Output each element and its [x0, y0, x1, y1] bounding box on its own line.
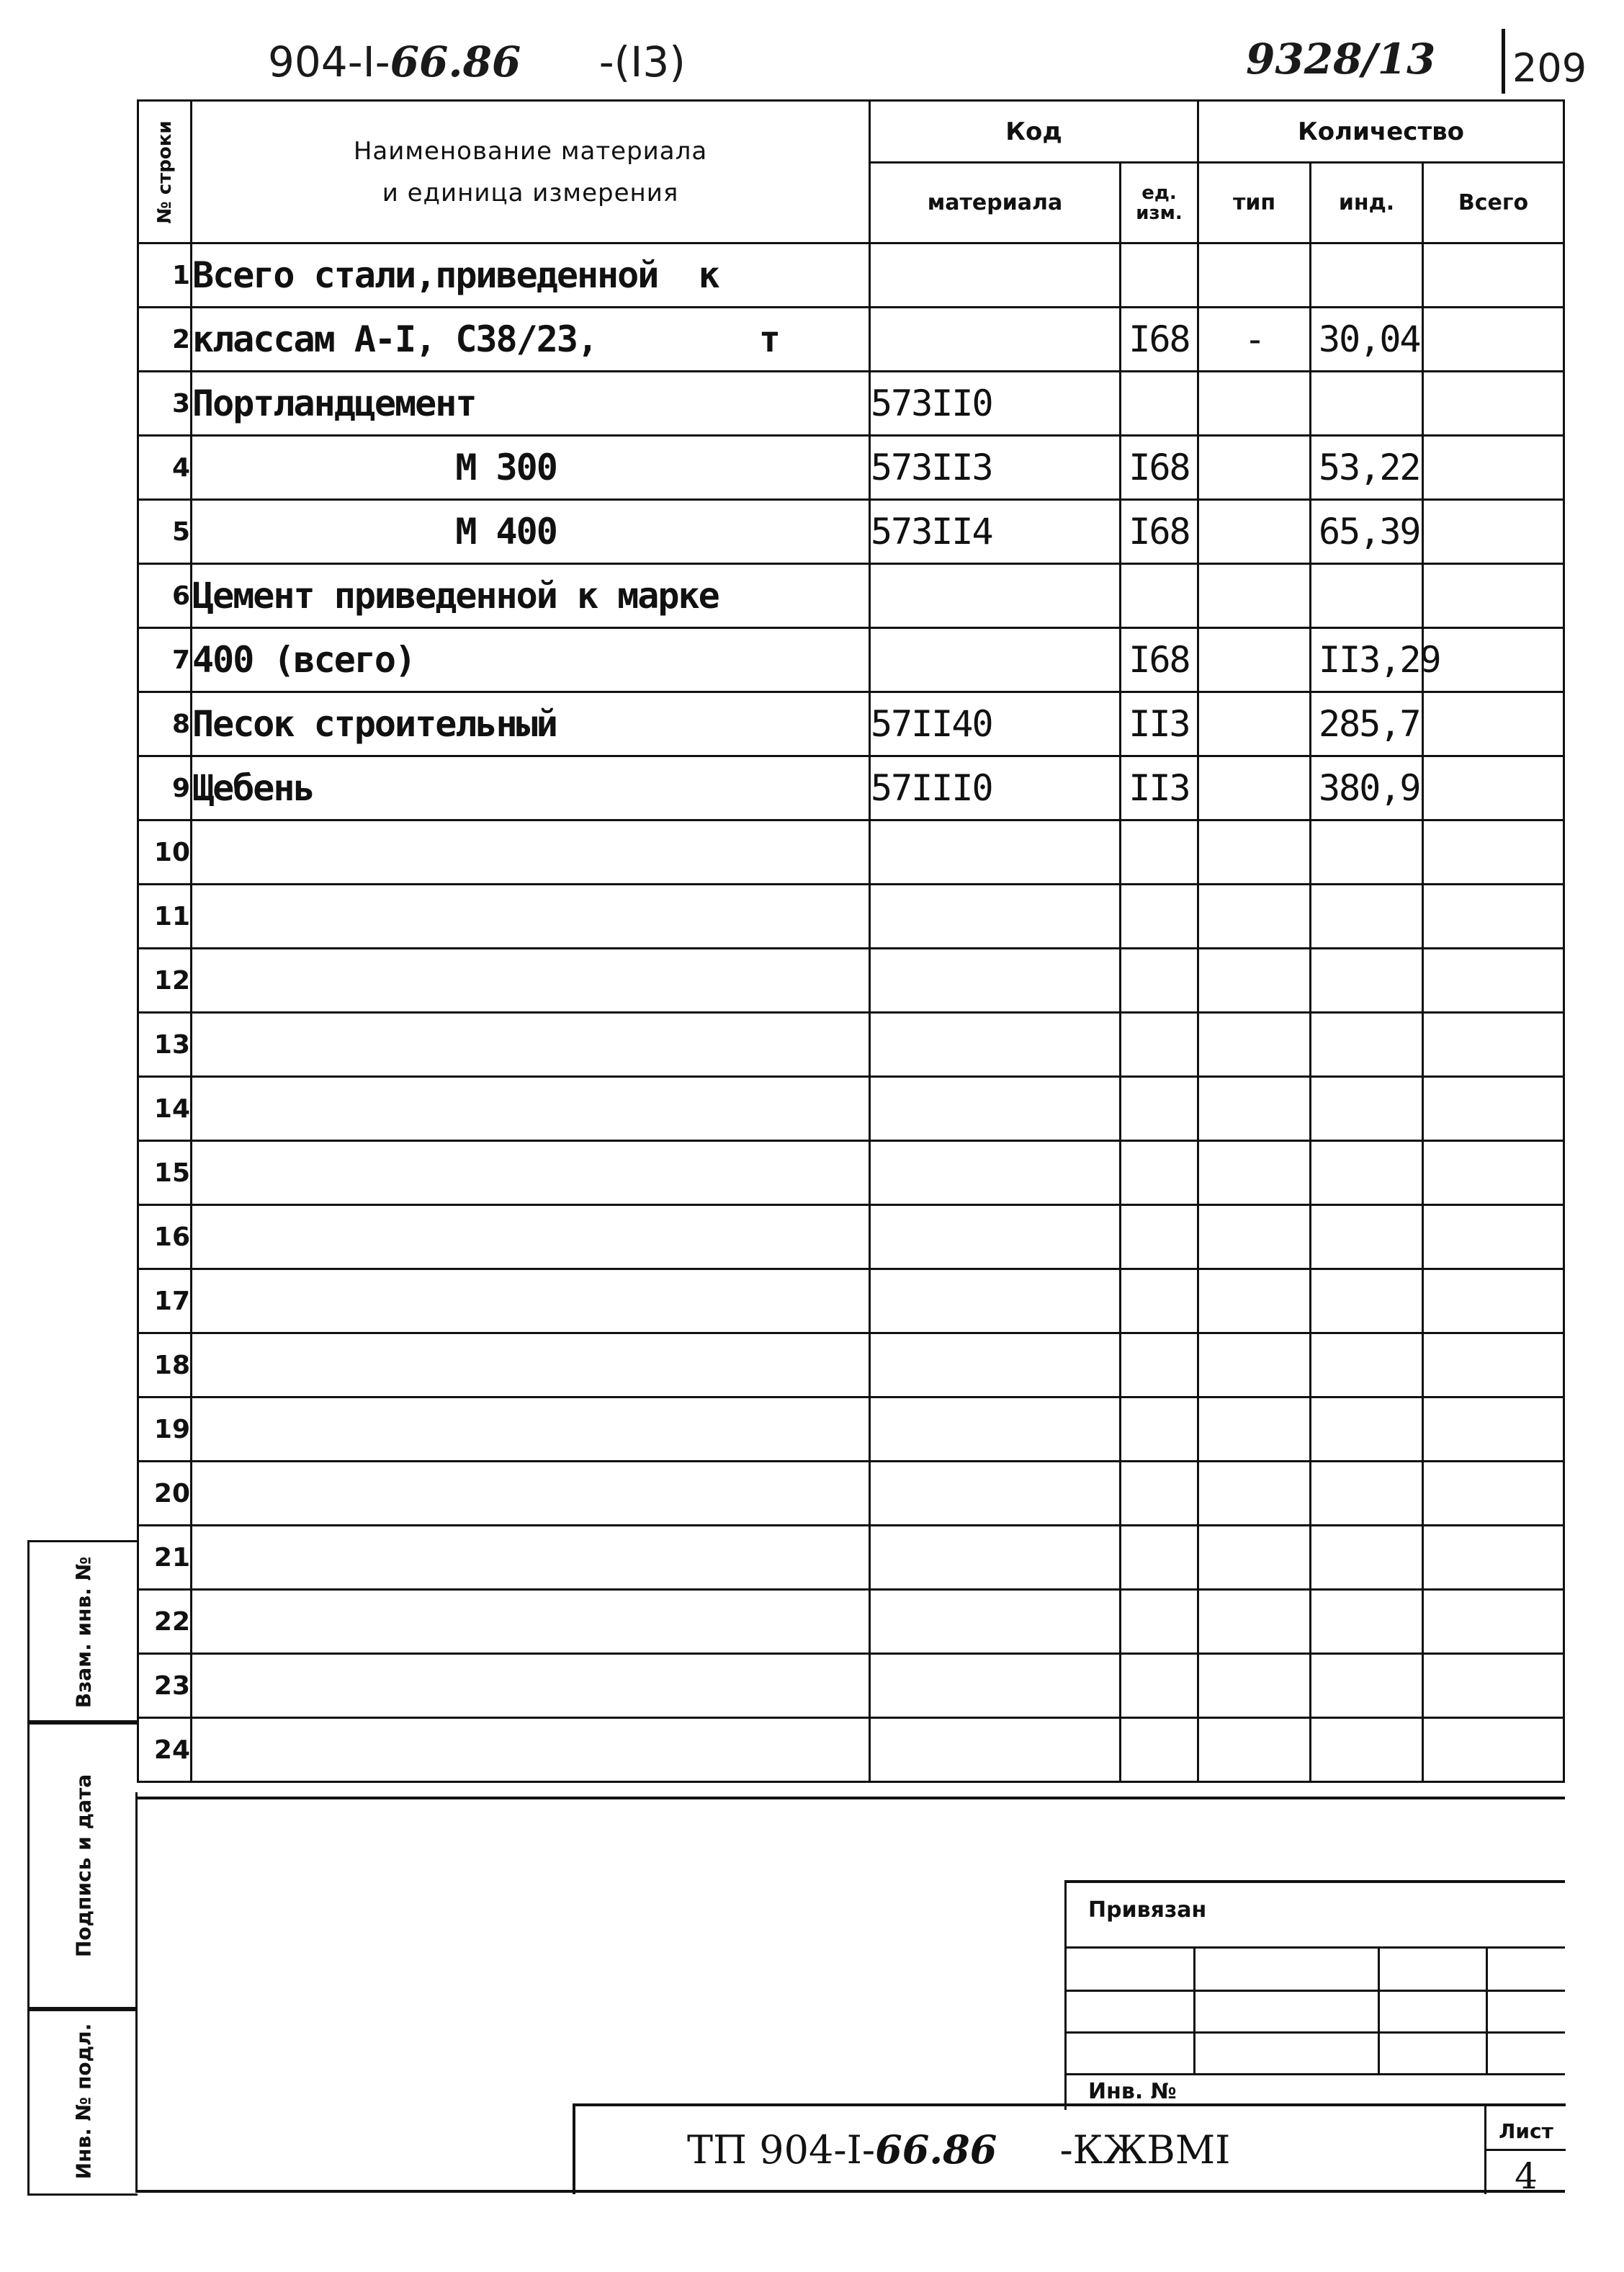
material-name — [192, 949, 870, 1013]
row-number: 16 — [138, 1205, 192, 1269]
qty-type: - — [1198, 308, 1311, 372]
qty-ind: 65,39 — [1311, 500, 1423, 564]
material-name — [192, 1333, 870, 1397]
table-row — [138, 308, 1564, 372]
qty-ind — [1311, 1526, 1423, 1590]
title-block-code: ТП 904-I-66.86 -КЖВМI — [687, 2126, 1231, 2173]
materials-table — [137, 99, 1565, 1783]
qty-total — [1423, 1269, 1564, 1333]
unit-code — [1121, 820, 1198, 885]
unit-code — [1121, 1718, 1198, 1782]
qty-type — [1198, 1333, 1311, 1397]
qty-ind — [1311, 1654, 1423, 1718]
unit-code: I68 — [1121, 308, 1198, 372]
header-material-name: Наименование материала и единица измерения — [192, 101, 870, 243]
material-name — [192, 1526, 870, 1590]
table-row — [138, 628, 1564, 692]
material-code — [870, 1205, 1121, 1269]
material-code: 573II0 — [870, 372, 1121, 436]
qty-ind — [1311, 949, 1423, 1013]
header-qty-total: Всего — [1423, 163, 1564, 243]
row-number: 14 — [138, 1077, 192, 1141]
material-code — [870, 308, 1121, 372]
header-quantity: Количество — [1198, 101, 1564, 163]
material-name — [192, 1269, 870, 1333]
frame-divider — [135, 1797, 1565, 1799]
qty-type — [1198, 692, 1311, 756]
row-number: 9 — [138, 756, 192, 820]
qty-total — [1423, 1141, 1564, 1205]
qty-ind — [1311, 1205, 1423, 1269]
table-row — [138, 1333, 1564, 1397]
qty-ind: 30,04 — [1311, 308, 1423, 372]
side-stamp-inv-podl: Инв. № подл. — [27, 2007, 138, 2196]
qty-ind — [1311, 1462, 1423, 1526]
table-row — [138, 756, 1564, 820]
material-code — [870, 1333, 1121, 1397]
row-number: 2 — [138, 308, 192, 372]
unit-code: I68 — [1121, 628, 1198, 692]
unit-code — [1121, 1333, 1198, 1397]
unit-code — [1121, 1141, 1198, 1205]
unit-code: I68 — [1121, 500, 1198, 564]
unit-code — [1121, 1590, 1198, 1654]
row-number: 3 — [138, 372, 192, 436]
stamp-privyazan-label: Привязан — [1088, 1897, 1207, 1923]
qty-ind — [1311, 885, 1423, 949]
table-row — [138, 885, 1564, 949]
qty-type — [1198, 1462, 1311, 1526]
row-number: 13 — [138, 1013, 192, 1077]
qty-total — [1423, 1462, 1564, 1526]
table-row — [138, 1590, 1564, 1654]
material-code — [870, 1141, 1121, 1205]
material-code — [870, 1013, 1121, 1077]
sheet-label: Лист — [1486, 2119, 1566, 2151]
material-name: Цемент приведенной к марке — [192, 564, 870, 628]
header-qty-ind: инд. — [1311, 163, 1423, 243]
title-block-code-handwritten: 66.86 — [875, 2126, 997, 2173]
qty-total — [1423, 1077, 1564, 1141]
document-code-handwritten: 66.86 — [390, 37, 521, 86]
qty-type — [1198, 500, 1311, 564]
material-code — [870, 1462, 1121, 1526]
qty-type — [1198, 372, 1311, 436]
qty-total — [1423, 820, 1564, 885]
qty-total — [1423, 1654, 1564, 1718]
unit-code: II3 — [1121, 756, 1198, 820]
table-row — [138, 820, 1564, 885]
qty-total — [1423, 692, 1564, 756]
material-code: 573II3 — [870, 436, 1121, 500]
material-code: 573II4 — [870, 500, 1121, 564]
table-row — [138, 1205, 1564, 1269]
table-row — [138, 1526, 1564, 1590]
qty-ind — [1311, 1013, 1423, 1077]
unit-code — [1121, 1269, 1198, 1333]
material-name — [192, 1462, 870, 1526]
material-code — [870, 1654, 1121, 1718]
material-code: 57II40 — [870, 692, 1121, 756]
material-name — [192, 1718, 870, 1782]
row-number: 6 — [138, 564, 192, 628]
qty-ind — [1311, 372, 1423, 436]
unit-code — [1121, 372, 1198, 436]
unit-code — [1121, 1654, 1198, 1718]
title-block-sheet — [1484, 2106, 1566, 2197]
material-code — [870, 628, 1121, 692]
qty-total — [1423, 885, 1564, 949]
table-row — [138, 1269, 1564, 1333]
qty-type — [1198, 885, 1311, 949]
qty-ind: 285,7 — [1311, 692, 1423, 756]
side-stamp-podpis-data: Подпись и дата — [27, 1720, 138, 2011]
table-row — [138, 1397, 1564, 1462]
qty-type — [1198, 756, 1311, 820]
material-name: Всего стали,приведенной к — [192, 243, 870, 308]
header-row-number: № строки — [138, 101, 192, 243]
qty-type — [1198, 1269, 1311, 1333]
qty-total — [1423, 1718, 1564, 1782]
qty-ind — [1311, 1141, 1423, 1205]
qty-ind — [1311, 564, 1423, 628]
material-name — [192, 1077, 870, 1141]
qty-total — [1423, 436, 1564, 500]
qty-type — [1198, 820, 1311, 885]
material-code — [870, 1718, 1121, 1782]
qty-ind — [1311, 1718, 1423, 1782]
row-number: 10 — [138, 820, 192, 885]
row-number: 19 — [138, 1397, 192, 1462]
unit-code — [1121, 243, 1198, 308]
material-name — [192, 1654, 870, 1718]
qty-total — [1423, 628, 1564, 692]
row-number: 5 — [138, 500, 192, 564]
qty-total — [1423, 1397, 1564, 1462]
header-code-unit: ед. изм. — [1121, 163, 1198, 243]
material-name — [192, 1141, 870, 1205]
material-name — [192, 1013, 870, 1077]
qty-total — [1423, 243, 1564, 308]
row-number: 17 — [138, 1269, 192, 1333]
row-number: 24 — [138, 1718, 192, 1782]
material-name: М 400 — [192, 500, 870, 564]
row-number: 4 — [138, 436, 192, 500]
qty-total — [1423, 500, 1564, 564]
side-stamp-vzam-inv: Взам. инв. № — [27, 1540, 138, 1725]
qty-type — [1198, 1590, 1311, 1654]
qty-total — [1423, 1205, 1564, 1269]
material-name — [192, 1590, 870, 1654]
unit-code — [1121, 1205, 1198, 1269]
material-name: 400 (всего) — [192, 628, 870, 692]
unit-code — [1121, 885, 1198, 949]
table-row — [138, 1077, 1564, 1141]
qty-type — [1198, 1205, 1311, 1269]
material-code — [870, 885, 1121, 949]
qty-total — [1423, 1526, 1564, 1590]
stamp-inv-label: Инв. № — [1088, 2079, 1177, 2104]
qty-ind: 53,22 — [1311, 436, 1423, 500]
material-code — [870, 949, 1121, 1013]
qty-total — [1423, 1013, 1564, 1077]
title-block — [573, 2103, 1566, 2197]
qty-ind — [1311, 1269, 1423, 1333]
table-row — [138, 243, 1564, 308]
table-row — [138, 564, 1564, 628]
row-number: 1 — [138, 243, 192, 308]
table-row — [138, 1141, 1564, 1205]
qty-type — [1198, 949, 1311, 1013]
row-number: 8 — [138, 692, 192, 756]
unit-code — [1121, 564, 1198, 628]
document-code-suffix: -(I3) — [598, 37, 686, 86]
qty-ind — [1311, 820, 1423, 885]
table-row — [138, 692, 1564, 756]
unit-code — [1121, 1077, 1198, 1141]
material-name — [192, 1397, 870, 1462]
material-code — [870, 564, 1121, 628]
material-code — [870, 1590, 1121, 1654]
material-code — [870, 1077, 1121, 1141]
qty-type — [1198, 1013, 1311, 1077]
stamp-line — [1067, 2073, 1565, 2075]
material-code: 57III0 — [870, 756, 1121, 820]
binding-stamp — [1064, 1880, 1565, 2110]
material-name: Песок строительный — [192, 692, 870, 756]
header-qty-type: тип — [1198, 163, 1311, 243]
material-code — [870, 1397, 1121, 1462]
table-row — [138, 500, 1564, 564]
qty-ind — [1311, 1333, 1423, 1397]
unit-code — [1121, 949, 1198, 1013]
qty-ind: II3,29 — [1311, 628, 1423, 692]
row-number: 12 — [138, 949, 192, 1013]
unit-code: II3 — [1121, 692, 1198, 756]
unit-code — [1121, 1397, 1198, 1462]
qty-total — [1423, 308, 1564, 372]
row-number: 22 — [138, 1590, 192, 1654]
unit-code: I68 — [1121, 436, 1198, 500]
table-row — [138, 1013, 1564, 1077]
document-code — [268, 37, 686, 86]
qty-total — [1423, 1333, 1564, 1397]
material-name — [192, 820, 870, 885]
material-name: Щебень — [192, 756, 870, 820]
row-number: 15 — [138, 1141, 192, 1205]
qty-type — [1198, 1526, 1311, 1590]
material-name — [192, 1205, 870, 1269]
qty-type — [1198, 1718, 1311, 1782]
qty-total — [1423, 756, 1564, 820]
row-number: 7 — [138, 628, 192, 692]
row-number: 23 — [138, 1654, 192, 1718]
table-row — [138, 436, 1564, 500]
row-number: 21 — [138, 1526, 192, 1590]
qty-type — [1198, 1077, 1311, 1141]
sheet-value: 4 — [1515, 2155, 1538, 2197]
document-code-prefix: 904-I- — [268, 37, 390, 86]
qty-type — [1198, 1397, 1311, 1462]
material-name: Портландцемент — [192, 372, 870, 436]
unit-code — [1121, 1013, 1198, 1077]
material-code — [870, 1269, 1121, 1333]
qty-total — [1423, 1590, 1564, 1654]
qty-ind — [1311, 1397, 1423, 1462]
qty-type — [1198, 564, 1311, 628]
inventory-handwritten: 9328/13 — [1246, 35, 1436, 84]
qty-type — [1198, 1141, 1311, 1205]
table-row — [138, 1462, 1564, 1526]
stamp-vline — [1193, 1948, 1195, 2074]
table-row — [138, 1654, 1564, 1718]
qty-ind — [1311, 1590, 1423, 1654]
qty-total — [1423, 372, 1564, 436]
table-row — [138, 372, 1564, 436]
header-code: Код — [870, 101, 1198, 163]
material-name: классам А-I, С38/23, т — [192, 308, 870, 372]
material-code — [870, 820, 1121, 885]
table-row — [138, 1718, 1564, 1782]
material-code — [870, 1526, 1121, 1590]
stamp-line — [1067, 2031, 1565, 2034]
qty-ind — [1311, 1077, 1423, 1141]
qty-ind — [1311, 243, 1423, 308]
row-number: 18 — [138, 1333, 192, 1397]
unit-code — [1121, 1526, 1198, 1590]
row-number: 11 — [138, 885, 192, 949]
row-number: 20 — [138, 1462, 192, 1526]
material-name: М 300 — [192, 436, 870, 500]
sheet-number: 209 — [1502, 29, 1587, 94]
unit-code — [1121, 1462, 1198, 1526]
frame-left-line — [135, 1792, 138, 2191]
qty-total — [1423, 949, 1564, 1013]
qty-ind: 380,9 — [1311, 756, 1423, 820]
stamp-vline — [1486, 1948, 1488, 2074]
qty-total — [1423, 564, 1564, 628]
qty-type — [1198, 436, 1311, 500]
table-row — [138, 949, 1564, 1013]
stamp-line — [1067, 1990, 1565, 1992]
material-code — [870, 243, 1121, 308]
qty-type — [1198, 1654, 1311, 1718]
qty-type — [1198, 628, 1311, 692]
header-code-material: материала — [870, 163, 1121, 243]
stamp-line — [1067, 1946, 1565, 1949]
material-name — [192, 885, 870, 949]
qty-type — [1198, 243, 1311, 308]
stamp-vline — [1378, 1948, 1380, 2074]
